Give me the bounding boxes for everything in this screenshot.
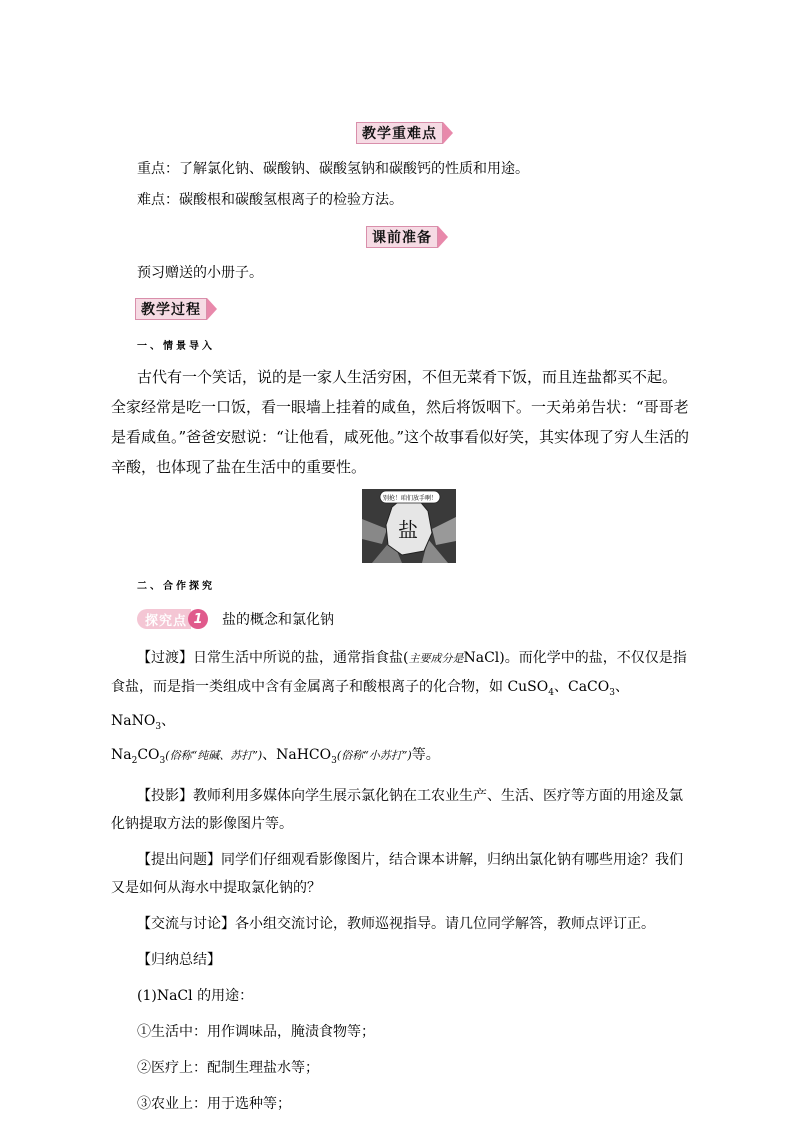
- section-banner-difficulty: [356, 122, 453, 144]
- subscript: 4: [548, 687, 554, 698]
- discuss-head: 【交流与讨论】: [137, 916, 235, 933]
- projection-paragraph: [111, 782, 691, 838]
- banner-label: 教学重难点: [356, 122, 443, 144]
- use-item: ③农业上：用于选种等；: [137, 1096, 291, 1113]
- formula-nahco: 、NaHCO: [262, 746, 332, 763]
- baking-soda-note: (俗称“小苏打”): [336, 748, 412, 762]
- banner-arrow-icon: [207, 298, 217, 320]
- explore-point-header: [137, 609, 334, 629]
- transition-text-b: )。而化学中的盐，不仅仅是指食盐，而是指一类组成中含有金属离子和酸根离子的化合物，如 CuSO: [111, 650, 687, 695]
- key-point: 重点：了解氯化钠、碳酸钠、碳酸氢钠和碳酸钙的性质和用途。: [137, 161, 529, 177]
- banner-label: 教学过程: [135, 298, 207, 320]
- salt-bag-text: 盐: [398, 518, 418, 542]
- banner-arrow-icon: [438, 226, 448, 248]
- subhead-intro: 一、情景导入: [137, 341, 215, 352]
- subhead-coop: 二、合作探究: [137, 581, 215, 592]
- transition-paragraph: [111, 644, 691, 774]
- difficult-point: 难点：碳酸根和碳酸氢根离子的检验方法。: [137, 192, 403, 208]
- nacl-formula: NaCl: [463, 650, 500, 666]
- section-banner-prep: [366, 226, 448, 248]
- subscript: 3: [159, 755, 166, 766]
- discuss-text: 各小组交流讨论，教师巡视指导。请几位同学解答，教师点评订正。: [235, 916, 655, 933]
- formula-caco: 、CaCO: [553, 679, 610, 695]
- soda-note: (俗称“纯碱、苏打”): [165, 748, 263, 762]
- summary-head: 【归纳总结】: [137, 952, 221, 969]
- subscript: 3: [609, 687, 615, 698]
- question-paragraph: [111, 846, 691, 902]
- banner-arrow-icon: [443, 122, 453, 144]
- transition-end: 等。: [411, 746, 440, 763]
- intro-text: 古代有一个笑话，说的是一家人生活穷困，不但无菜肴下饭，而且连盐都买不起。全家经常是吃一口饭，看一眼墙上挂着的咸鱼，然后将饭咽下。一天弟弟告状：“哥哥老是看咸鱼。”爸爸安慰说：“让他看，咸死他。”这个故事看似好笑，其实体现了穷人生活的辛酸，也体现了盐在生活中的重要性。: [111, 368, 690, 476]
- separator: 、: [161, 712, 176, 729]
- use-item: ②医疗上：配制生理盐水等；: [137, 1060, 319, 1077]
- transition-text-a: 日常生活中所说的盐，通常指食盐(: [193, 650, 409, 666]
- salt-bag-cartoon-image: [362, 489, 456, 563]
- question-text: 同学们仔细观看影像图片，结合课本讲解，归纳出氯化钠有哪些用途？我们又是如何从海水中提取氯化钠的？: [111, 852, 683, 897]
- formula-nano: 、NaNO: [111, 679, 629, 729]
- explore-badge: 探究点: [137, 609, 191, 629]
- uses-head: (1)NaCl 的用途：: [137, 988, 254, 1005]
- projection-text: 教师利用多媒体向学生展示氯化钠在工农业生产、生活、医疗等方面的用途及氯化钠提取方法的影像图片等。: [111, 788, 683, 833]
- banner-label: 课前准备: [366, 226, 438, 248]
- explore-title: 盐的概念和氯化钠: [222, 612, 335, 628]
- content-body: [111, 644, 691, 1118]
- projection-head: 【投影】: [137, 788, 193, 805]
- section-banner-process: [135, 298, 217, 320]
- intro-paragraph: [111, 362, 691, 482]
- question-head: 【提出问题】: [137, 852, 221, 869]
- transition-head: 【过渡】: [137, 650, 193, 666]
- transition-note: 主要成分是: [408, 652, 464, 665]
- prep-text: 预习赠送的小册子。: [137, 265, 263, 281]
- formula-co: CO: [137, 746, 160, 763]
- discuss-paragraph: [111, 910, 691, 938]
- formula-na: Na: [111, 746, 132, 763]
- subscript: 3: [155, 721, 162, 732]
- speech-bubble-text: 别抢！咱们放手啊！: [382, 495, 438, 502]
- use-item: ①生活中：用作调味品，腌渍食物等；: [137, 1024, 375, 1041]
- explore-number: 1: [188, 609, 208, 629]
- subscript: 2: [131, 755, 138, 766]
- subscript: 3: [331, 755, 337, 766]
